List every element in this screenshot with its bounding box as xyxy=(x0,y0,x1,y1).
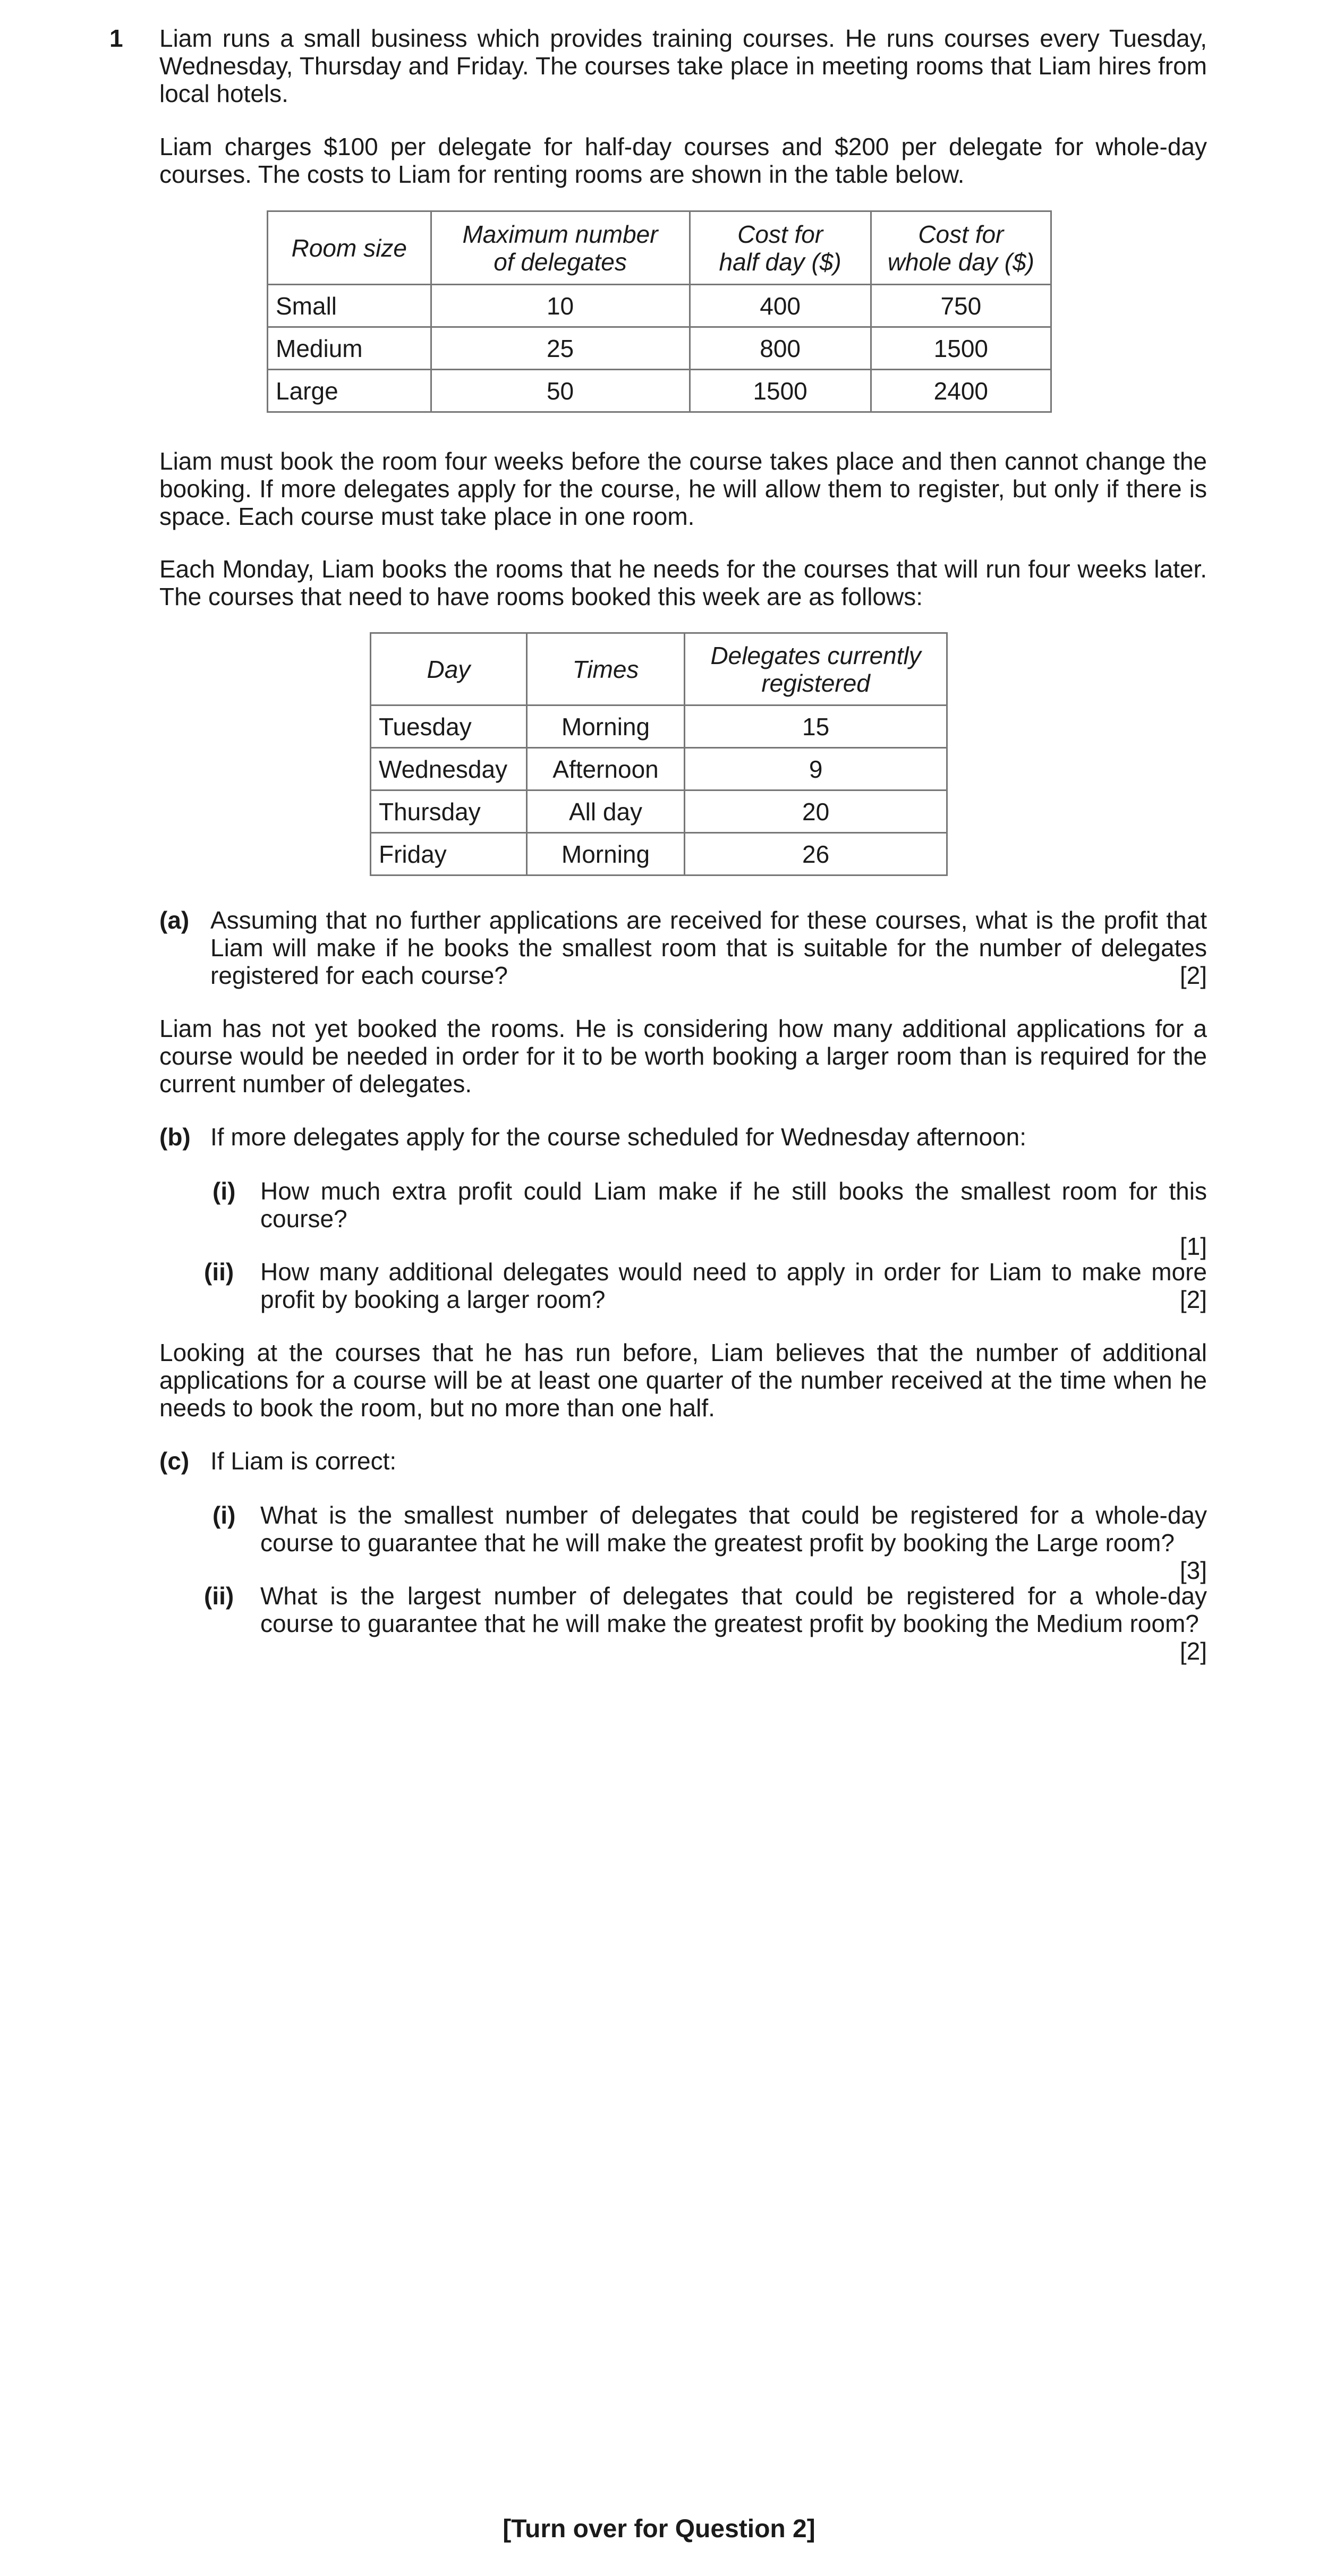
table-row xyxy=(371,748,947,790)
part-b-i-marks: [1] xyxy=(1179,1232,1207,1260)
part-b-text: If more delegates apply for the course scheduled for Wednesday afternoon: xyxy=(210,1123,1026,1151)
room-size-cell: Large xyxy=(268,370,431,412)
course-table-header-row xyxy=(371,633,947,705)
room-table-header-cell: Cost for whole day ($) xyxy=(871,211,1051,285)
times-cell: Afternoon xyxy=(526,748,684,790)
table-row xyxy=(371,790,947,833)
part-c-ii-text: What is the largest number of delegates that could be registered for a whole-day course to guarantee that he will make the greatest profit by booking the Medium room? xyxy=(260,1582,1207,1637)
paragraph-6: Looking at the courses that he has run before, Liam believes that the number of additional applications for a course will be at least one quarter of the number received at the time when he needs to book the room, but no more than one half. xyxy=(159,1339,1207,1422)
part-c-text: If Liam is correct: xyxy=(210,1447,397,1475)
table-row xyxy=(268,285,1051,327)
part-a-question xyxy=(210,906,1207,989)
day-cell: Thursday xyxy=(371,790,527,833)
room-size-cell: Small xyxy=(268,285,431,327)
part-b-ii-text: How many additional delegates would need to apply in order for Liam to make more profit by booking a larger room? xyxy=(260,1258,1207,1313)
whole-day-cost-cell: 750 xyxy=(871,285,1051,327)
max-delegates-cell: 10 xyxy=(431,285,690,327)
part-c-ii-label: (ii) xyxy=(204,1582,234,1610)
room-table-header-cell: Room size xyxy=(268,211,431,285)
table-row xyxy=(371,833,947,875)
whole-day-cost-cell: 2400 xyxy=(871,370,1051,412)
part-b-i-question xyxy=(260,1177,1207,1260)
room-table-header-cell: Cost for half day ($) xyxy=(690,211,871,285)
room-cost-table xyxy=(267,210,1052,413)
times-cell: All day xyxy=(526,790,684,833)
part-a-text: Assuming that no further applications are received for these courses, what is the profit that Liam will make if he books the smallest room that is suitable for the number of delegates registered for each course? xyxy=(210,906,1207,989)
part-a-marks: [2] xyxy=(1179,962,1207,989)
paragraph-5: Liam has not yet booked the rooms. He is considering how many additional applications for a course would be needed in order for it to be worth booking a larger room than is required for the current number of delegates. xyxy=(159,1015,1207,1098)
part-c-i-question xyxy=(260,1501,1207,1584)
paragraph-4: Each Monday, Liam books the rooms that he needs for the courses that will run four weeks later. The courses that need to have rooms booked this week are as follows: xyxy=(159,555,1207,610)
course-table-header-cell: Delegates currently registered xyxy=(685,633,947,705)
max-delegates-cell: 25 xyxy=(431,327,690,370)
course-table-header-cell: Times xyxy=(526,633,684,705)
day-cell: Tuesday xyxy=(371,705,527,748)
part-a-label: (a) xyxy=(159,906,190,934)
part-c-i-marks: [3] xyxy=(1179,1557,1207,1584)
part-b-i-label: (i) xyxy=(212,1177,236,1205)
half-day-cost-cell: 800 xyxy=(690,327,871,370)
delegates-cell: 15 xyxy=(685,705,947,748)
intro-paragraph-1: Liam runs a small business which provides training courses. He runs courses every Tuesday, Wednesday, Thursday and Friday. The courses take place in meeting rooms that Liam hires from local hotels. xyxy=(159,24,1207,107)
half-day-cost-cell: 1500 xyxy=(690,370,871,412)
part-b-i-text: How much extra profit could Liam make if he still books the smallest room for this course? xyxy=(260,1177,1207,1232)
part-b-ii-question xyxy=(260,1258,1207,1313)
course-booking-table xyxy=(370,632,948,876)
paragraph-3: Liam must book the room four weeks before the course takes place and then cannot change the booking. If more delegates apply for the course, he will allow them to register, but only if there is space. Each course must take place in one room. xyxy=(159,447,1207,530)
table-row xyxy=(268,370,1051,412)
part-b-label: (b) xyxy=(159,1123,191,1151)
room-size-cell: Medium xyxy=(268,327,431,370)
delegates-cell: 20 xyxy=(685,790,947,833)
part-c-ii-question xyxy=(260,1582,1207,1665)
times-cell: Morning xyxy=(526,833,684,875)
delegates-cell: 26 xyxy=(685,833,947,875)
day-cell: Wednesday xyxy=(371,748,527,790)
part-b-ii-label: (ii) xyxy=(204,1258,234,1286)
part-c-i-label: (i) xyxy=(212,1501,236,1529)
half-day-cost-cell: 400 xyxy=(690,285,871,327)
part-b-ii-marks: [2] xyxy=(1179,1286,1207,1313)
course-table-header-cell: Day xyxy=(371,633,527,705)
part-c-i-text: What is the smallest number of delegates that could be registered for a whole-day course to guarantee that he will make the greatest profit by booking the Large room? xyxy=(260,1501,1207,1557)
times-cell: Morning xyxy=(526,705,684,748)
part-c-label: (c) xyxy=(159,1447,190,1475)
intro-paragraph-2: Liam charges $100 per delegate for half-day courses and $200 per delegate for whole-day courses. The costs to Liam for renting rooms are shown in the table below. xyxy=(159,133,1207,188)
part-c-ii-marks: [2] xyxy=(1179,1637,1207,1665)
turn-over-footer: [Turn over for Question 2] xyxy=(503,2515,815,2543)
whole-day-cost-cell: 1500 xyxy=(871,327,1051,370)
day-cell: Friday xyxy=(371,833,527,875)
delegates-cell: 9 xyxy=(685,748,947,790)
question-number: 1 xyxy=(109,24,123,52)
table-row xyxy=(371,705,947,748)
room-table-header-cell: Maximum number of delegates xyxy=(431,211,690,285)
table-row xyxy=(268,327,1051,370)
max-delegates-cell: 50 xyxy=(431,370,690,412)
room-table-header-row xyxy=(268,211,1051,285)
